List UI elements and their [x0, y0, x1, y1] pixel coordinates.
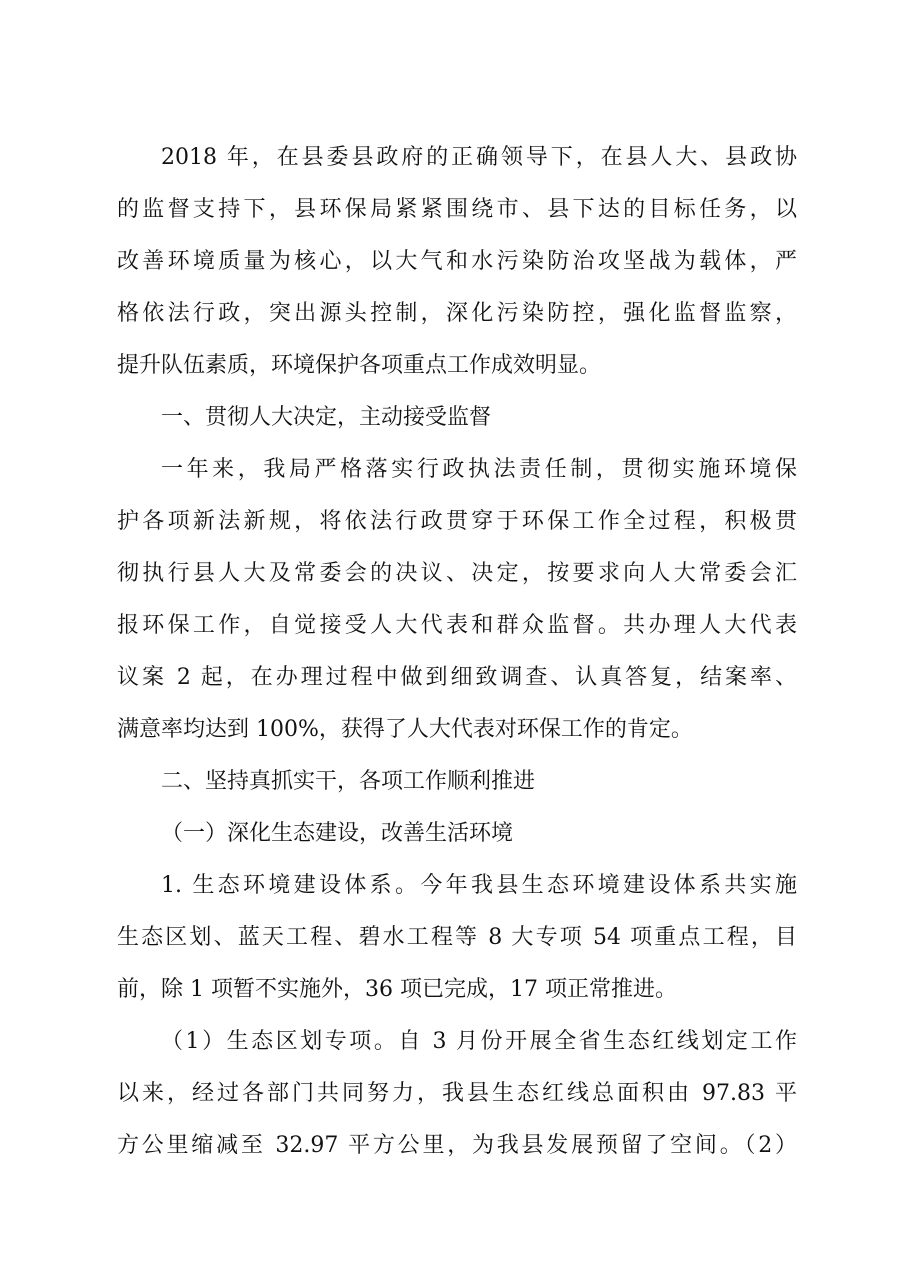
paragraph-2-line-6: 满意率均达到 100%，获得了人大代表对环保工作的肯定。 — [117, 717, 693, 742]
paragraph-2-line-5: 议案 2 起，在办理过程中做到细致调查、认真答复，结案率、 — [117, 665, 797, 690]
paragraph-2-line-1: 一年来，我局严格落实行政执法责任制，贯彻实施环境保 — [161, 457, 797, 482]
paragraph-1-line-5: 提升队伍素质，环境保护各项重点工作成效明显。 — [117, 353, 602, 378]
paragraph-2-line-3: 彻执行县人大及常委会的决议、决定，按要求向人大常委会汇 — [117, 561, 797, 586]
subsection-heading-1: （一）深化生态建设，改善生活环境 — [161, 821, 514, 846]
paragraph-4-line-3: 方公里缩减至 32.97 平方公里，为我县发展预留了空间。（2） — [117, 1133, 797, 1158]
section-heading-2: 二、坚持真抓实干，各项工作顺利推进 — [161, 769, 536, 794]
paragraph-1-line-1: 2018 年，在县委县政府的正确领导下，在县人大、县政协 — [161, 145, 797, 170]
paragraph-3-line-3: 前，除 1 项暂不实施外，36 项已完成，17 项正常推进。 — [117, 977, 677, 1002]
paragraph-4-line-1: （1）生态区划专项。自 3 月份开展全省生态红线划定工作 — [161, 1029, 797, 1054]
paragraph-1-line-3: 改善环境质量为核心，以大气和水污染防治攻坚战为载体，严 — [117, 249, 797, 274]
paragraph-2-line-2: 护各项新法新规，将依法行政贯穿于环保工作全过程，积极贯 — [117, 509, 797, 534]
paragraph-1-line-2: 的监督支持下，县环保局紧紧围绕市、县下达的目标任务，以 — [117, 197, 797, 222]
section-heading-1: 一、贯彻人大决定，主动接受监督 — [161, 405, 492, 430]
paragraph-4-line-2: 以来，经过各部门共同努力，我县生态红线总面积由 97.83 平 — [117, 1081, 797, 1106]
paragraph-3-line-1: 1. 生态环境建设体系。今年我县生态环境建设体系共实施 — [161, 873, 797, 898]
paragraph-3-line-2: 生态区划、蓝天工程、碧水工程等 8 大专项 54 项重点工程，目 — [117, 925, 797, 950]
paragraph-1-line-4: 格依法行政，突出源头控制，深化污染防控，强化监督监察， — [117, 301, 797, 326]
paragraph-2-line-4: 报环保工作，自觉接受人大代表和群众监督。共办理人大代表 — [117, 613, 797, 638]
